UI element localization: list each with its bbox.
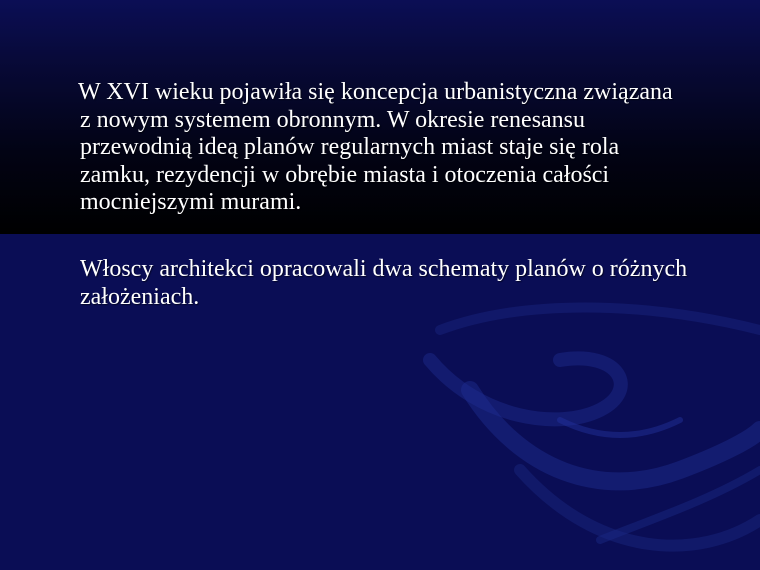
- paragraph-renaissance-defense: W XVI wieku pojawiła się koncepcja urbanistyczna związana z nowym systemem obronnym. W okresie renesansu przewodnią ideą planów regularnych miast staje się rola zamku, rezydencji w obrębie miasta i otoczenia całości mocniejszymi murami.: [78, 79, 673, 215]
- paragraph-italian-architects: Włoscy architekci opracowali dwa schematy planów o różnych założeniach.: [80, 256, 688, 310]
